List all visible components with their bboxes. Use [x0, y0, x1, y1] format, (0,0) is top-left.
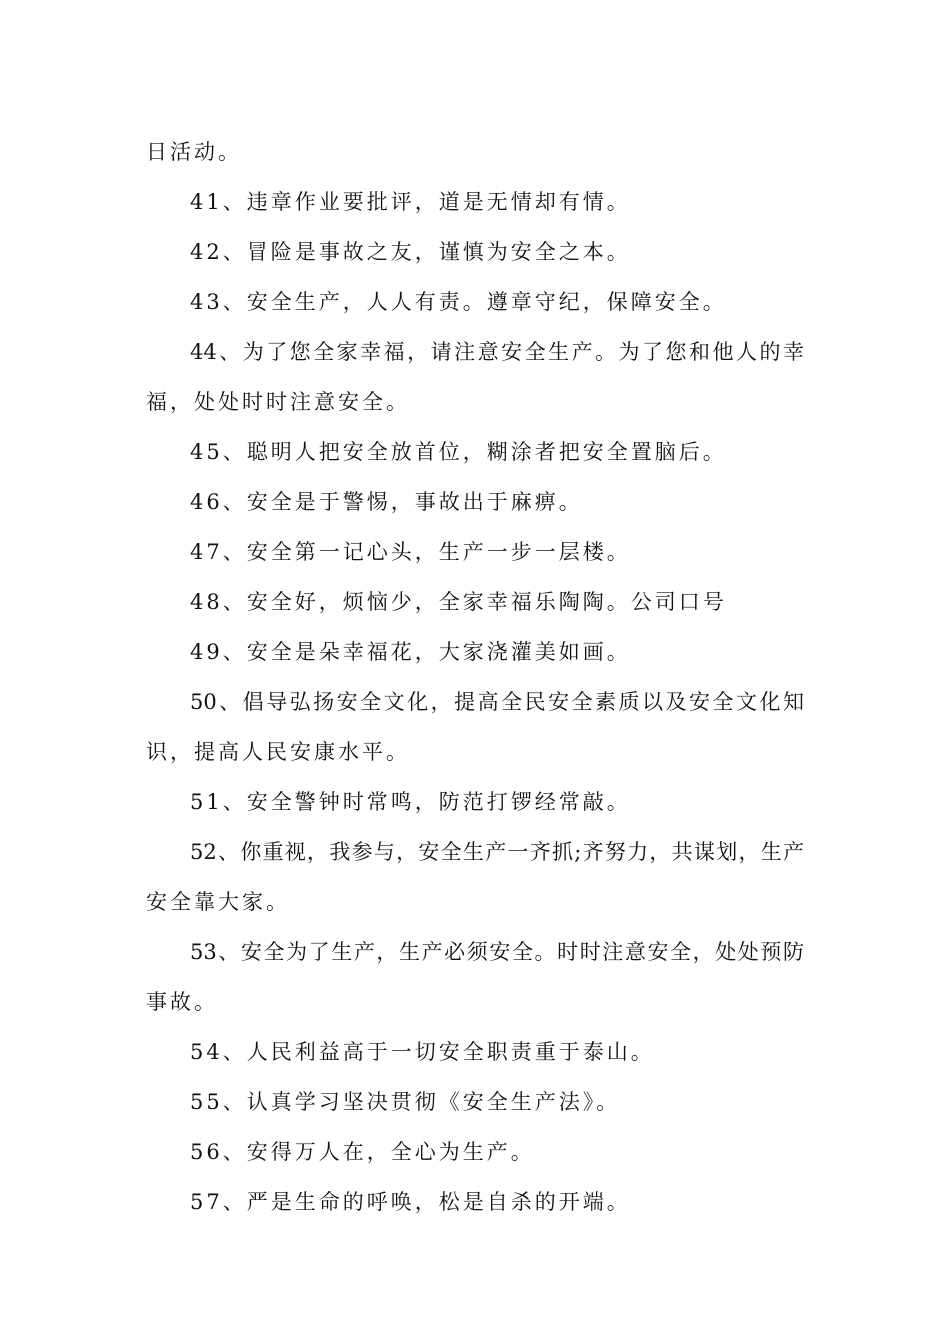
text-line: 43、安全生产，人人有责。遵章守纪，保障安全。: [190, 290, 727, 314]
text-line: 54、人民利益高于一切安全职责重于泰山。: [190, 1040, 655, 1064]
text-line: 57、严是生命的呼唤，松是自杀的开端。: [190, 1190, 631, 1214]
text-line: 识，提高人民安康水平。: [146, 740, 410, 764]
text-line: 福，处处时时注意安全。: [146, 390, 410, 414]
text-line: 55、认真学习坚决贯彻《安全生产法》。: [190, 1090, 621, 1114]
text-line: 49、安全是朵幸福花，大家浇灌美如画。: [190, 640, 631, 664]
text-line: 51、安全警钟时常鸣，防范打锣经常敲。: [190, 790, 631, 814]
text-line: 52、你重视，我参与，安全生产一齐抓;齐努力，共谋划，生产: [190, 840, 804, 864]
text-line: 50、倡导弘扬安全文化，提高全民安全素质以及安全文化知: [190, 690, 804, 714]
text-line: 事故。: [146, 990, 218, 1014]
text-line: 47、安全第一记心头，生产一步一层楼。: [190, 540, 631, 564]
text-line: 41、违章作业要批评，道是无情却有情。: [190, 190, 631, 214]
text-line: 45、聪明人把安全放首位，糊涂者把安全置脑后。: [190, 440, 727, 464]
text-line: 42、冒险是事故之友，谨慎为安全之本。: [190, 240, 631, 264]
text-line: 日活动。: [146, 140, 242, 164]
text-line: 53、安全为了生产，生产必须安全。时时注意安全，处处预防: [190, 940, 804, 964]
text-line: 44、为了您全家幸福，请注意安全生产。为了您和他人的幸: [190, 340, 804, 364]
text-line: 48、安全好，烦恼少，全家幸福乐陶陶。公司口号: [190, 590, 727, 614]
text-line: 56、安得万人在，全心为生产。: [190, 1140, 535, 1164]
text-line: 46、安全是于警惕，事故出于麻痹。: [190, 490, 583, 514]
text-line: 安全靠大家。: [146, 890, 290, 914]
